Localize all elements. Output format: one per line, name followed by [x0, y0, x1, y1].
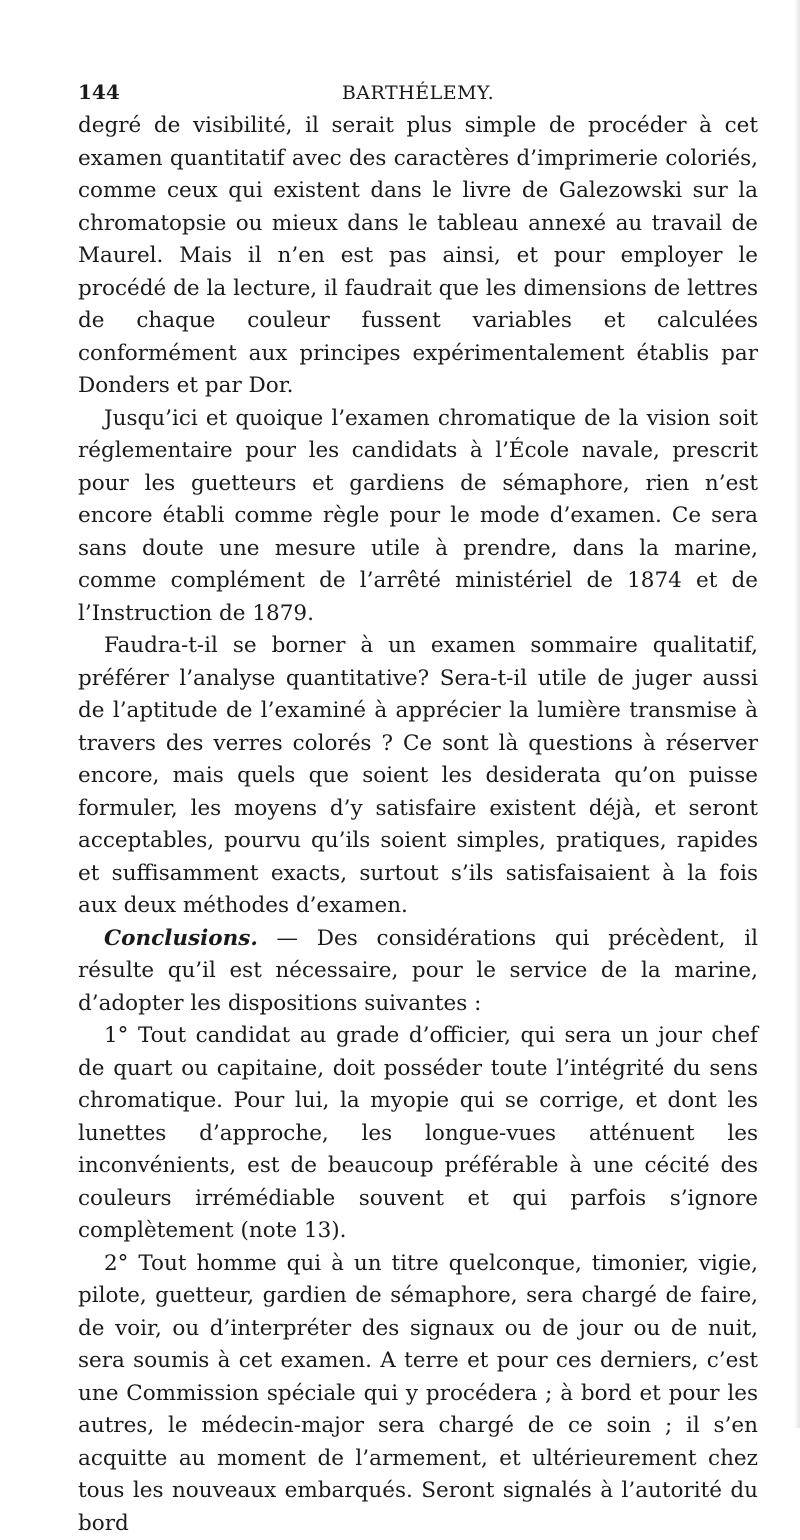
conclusions-heading: Conclusions.: [104, 926, 258, 951]
paragraph-conclusions: [78, 923, 758, 1021]
paragraph-text: degré de visibilité, il serait plus simple de procéder à cet examen quantitatif avec des caractères d’imprimerie coloriés, comme ceux qui existent dans le livre de Galezowski sur la chromatopsie ou mieux dans le tableau annexé au travail de Maurel. Mais il n’en est pas ainsi, et pour employer le procédé de la lecture, il faudrait que les dimensions de lettres de chaque couleur fussent variables et calculées conformément aux principes expérimentalement établis par Donders et par Dor.: [78, 113, 758, 398]
paragraph-continuation: [78, 110, 758, 403]
page-header: [78, 70, 758, 110]
page-edge-shadow: [794, 0, 800, 1428]
paragraph-text: Jusqu’ici et quoique l’examen chromatique de la vision soit réglementaire pour les candidats à l’École navale, prescrit pour les guetteurs et gardiens de sémaphore, rien n’est encore établi comme règle pour le mode d’examen. Ce sera sans doute une mesure utile à prendre, dans la marine, comme complément de l’arrêté ministériel de 1874 et de l’Instruction de 1879.: [78, 406, 758, 626]
paragraph-text: 1° Tout candidat au grade d’officier, qui sera un jour chef de quart ou capitaine, doit posséder toute l’intégrité du sens chromatique. Pour lui, la myopie qui se corrige, et dont les lunettes d’approche, les longue-vues atténuent les inconvénients, est de beaucoup préférable à une cécité des couleurs irrémédiable souvent et qui parfois s’ignore complètement (note 13).: [78, 1023, 758, 1243]
paragraph-text: — Des considérations qui précèdent, il résulte qu’il est nécessaire, pour le service de la marine, d’adopter les dispositions suivantes :: [78, 926, 758, 1016]
paragraph-text: 2° Tout homme qui à un titre quelconque, timonier, vigie, pilote, guetteur, gardien de sémaphore, sera chargé de faire, de voir, ou d’interpréter des signaux ou de jour ou de nuit, sera soumis à cet examen. A terre et pour ces derniers, c’est une Commission spéciale qui y procédera ; à bord et pour les autres, le médecin-major sera chargé de ce soin ; il s’en acquitte au moment de l’armement, et ultérieurement chez tous les nouveaux embarqués. Seront signalés à l’autorité du bord: [78, 1251, 758, 1536]
paragraph-item-2: [78, 1248, 758, 1540]
paragraph-item-1: [78, 1020, 758, 1248]
paragraph-qualitative: [78, 630, 758, 923]
running-head: BARTHÉLEMY.: [78, 82, 758, 104]
paragraph-chromatic-exam: [78, 403, 758, 631]
book-page: [78, 70, 758, 1540]
body-text: [78, 110, 758, 1540]
page-number: 144: [78, 80, 120, 104]
paragraph-text: Faudra-t-il se borner à un examen sommaire qualitatif, préférer l’analyse quantitative? Sera-t-il utile de juger aussi de l’aptitude de l’examiné à apprécier la lumière transmise à travers des verres colorés ? Ce sont là questions à réserver encore, mais quels que soient les desiderata qu’on puisse formuler, les moyens d’y satisfaire existent déjà, et seront acceptables, pourvu qu’ils soient simples, pratiques, rapides et suffisamment exacts, surtout s’ils satisfaisaient à la fois aux deux méthodes d’examen.: [78, 633, 758, 918]
